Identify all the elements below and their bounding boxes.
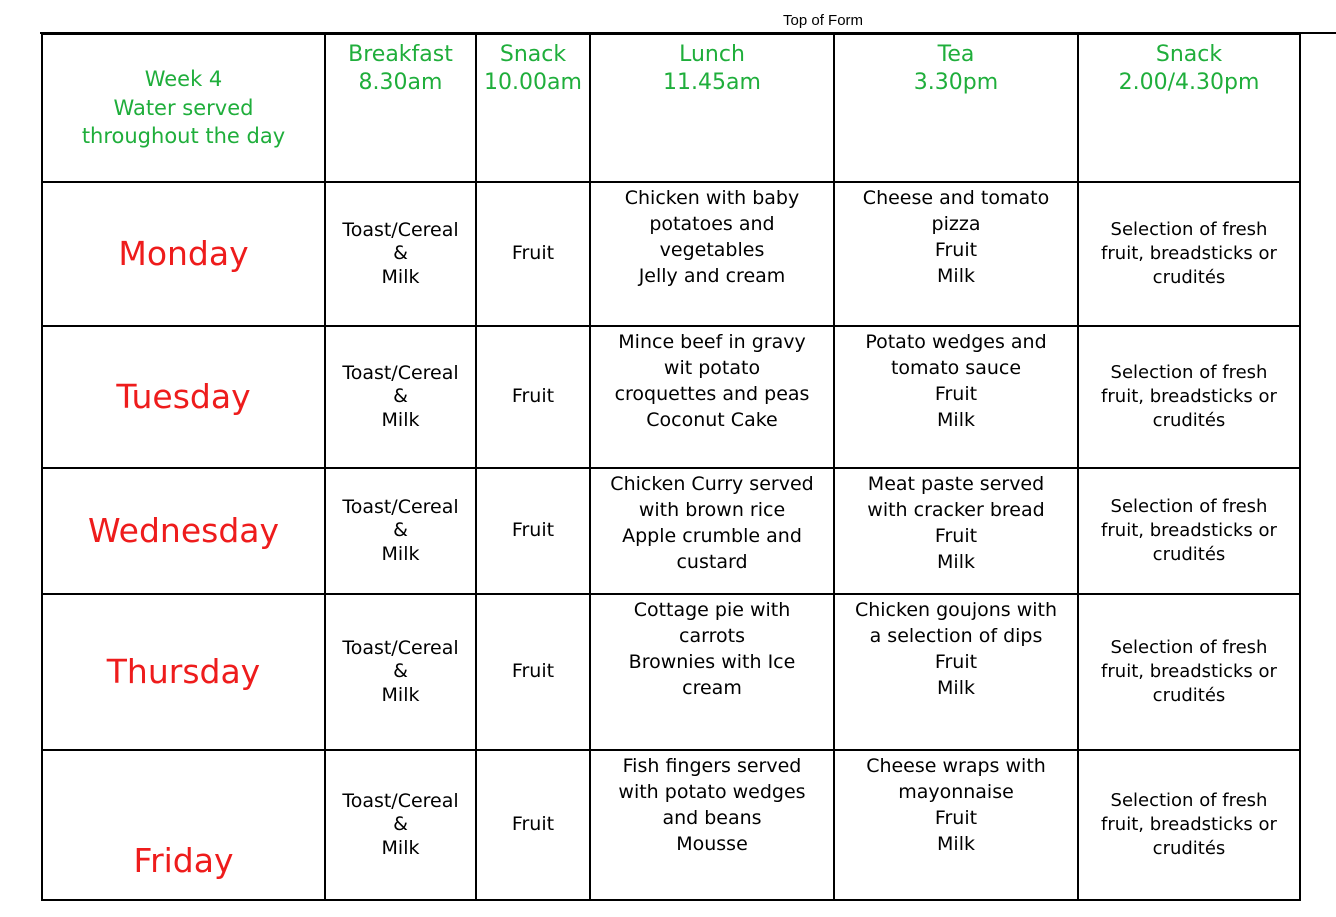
day-label-thursday: Thursday [42, 594, 325, 750]
breakfast-cell [325, 326, 476, 468]
menu-line: Milk [937, 551, 975, 574]
menu-line: Milk [937, 409, 975, 432]
menu-line: a selection of dips [869, 625, 1043, 648]
menu-line: Toast/Cereal [342, 790, 459, 813]
menu-line: Toast/Cereal [342, 637, 459, 660]
column-name: Tea [937, 42, 975, 67]
menu-line: Milk [937, 677, 975, 700]
menu-line: Potato wedges and [865, 331, 1047, 353]
tea-cell [834, 750, 1078, 900]
tea-cell [834, 326, 1078, 468]
menu-line: Milk [381, 542, 420, 565]
lunch-cell [590, 326, 834, 468]
menu-line: croquettes and peas [614, 383, 810, 406]
menu-line: Chicken with baby [624, 187, 800, 209]
tea-cell [834, 182, 1078, 326]
menu-line: custard [676, 551, 748, 574]
menu-line: & [393, 385, 408, 408]
menu-line: Meat paste served [867, 473, 1045, 495]
menu-line: fruit, breadsticks or [1101, 520, 1277, 542]
menu-line: crudités [1152, 543, 1226, 565]
menu-line: Fruit [934, 651, 978, 674]
table-row [42, 594, 1300, 750]
lunch-header [590, 34, 834, 182]
water-note-line-2: throughout the day [81, 124, 286, 149]
header-row [42, 34, 1300, 182]
lunch-cell [590, 182, 834, 326]
menu-line: Selection of fresh [1110, 637, 1268, 659]
menu-line: Chicken goujons with [854, 599, 1058, 621]
menu-line: Milk [381, 836, 420, 859]
tea-cell [834, 594, 1078, 750]
menu-line: fruit, breadsticks or [1101, 243, 1277, 265]
menu-line: Fruit [934, 525, 978, 548]
menu-line: Cheese wraps with [866, 755, 1046, 777]
tea-cell [834, 468, 1078, 594]
menu-line: crudités [1152, 684, 1226, 706]
column-name: Snack [1155, 42, 1223, 67]
menu-line: Toast/Cereal [342, 362, 459, 385]
lunch-cell [590, 468, 834, 594]
morning-snack-cell: Fruit [476, 326, 590, 468]
breakfast-cell [325, 468, 476, 594]
menu-line: Milk [381, 408, 420, 431]
day-label-monday: Monday [42, 182, 325, 326]
column-time: 8.30am [358, 70, 443, 96]
morning-snack-cell: Fruit [476, 594, 590, 750]
menu-line: pizza [931, 213, 981, 236]
menu-line: carrots [679, 625, 745, 648]
menu-line: Mousse [676, 833, 748, 856]
lunch-cell [590, 750, 834, 900]
menu-line: Fruit [934, 239, 978, 262]
morning-snack-cell: Fruit [476, 468, 590, 594]
menu-line: Fish fingers served [622, 755, 802, 777]
water-note-line-1: Water served [113, 95, 254, 120]
top-of-form-marker: Top of Form [783, 12, 864, 29]
menu-line: Mince beef in gravy [618, 331, 806, 353]
day-label-wednesday: Wednesday [42, 468, 325, 594]
menu-line: Selection of fresh [1110, 790, 1268, 812]
breakfast-cell [325, 750, 476, 900]
menu-line: fruit, breadsticks or [1101, 661, 1277, 683]
menu-line: wit potato [663, 357, 761, 380]
menu-line: Milk [381, 683, 420, 706]
column-name: Snack [499, 42, 567, 67]
menu-line: Selection of fresh [1110, 362, 1268, 384]
column-time: 2.00/4.30pm [1118, 70, 1260, 96]
menu-line: & [393, 519, 408, 542]
column-name: Breakfast [348, 42, 453, 67]
menu-line: and beans [662, 807, 762, 830]
menu-line: fruit, breadsticks or [1101, 814, 1277, 836]
menu-line: cream [682, 677, 742, 700]
menu-line: & [393, 660, 408, 683]
menu-line: with potato wedges [618, 781, 806, 804]
table-row [42, 182, 1300, 326]
menu-line: & [393, 242, 408, 265]
morning-snack-cell: Fruit [476, 182, 590, 326]
breakfast-cell [325, 182, 476, 326]
afternoon-snack-cell [1078, 594, 1300, 750]
breakfast-header [325, 34, 476, 182]
week-info-cell [42, 34, 325, 182]
afternoon-snack-cell [1078, 750, 1300, 900]
menu-line: Brownies with Ice [628, 651, 796, 674]
menu-line: Selection of fresh [1110, 496, 1268, 518]
menu-line: Apple crumble and [622, 525, 802, 548]
afternoon-snack-cell [1078, 182, 1300, 326]
column-time: 11.45am [663, 70, 761, 96]
menu-line: vegetables [659, 239, 765, 262]
afternoon-snack-cell [1078, 326, 1300, 468]
menu-line: & [393, 813, 408, 836]
menu-line: Toast/Cereal [342, 496, 459, 519]
menu-line: Coconut Cake [646, 409, 778, 432]
tea-header [834, 34, 1078, 182]
menu-line: Fruit [934, 807, 978, 830]
menu-line: Cottage pie with [633, 599, 791, 621]
menu-line: Chicken Curry served [610, 473, 814, 495]
menu-line: potatoes and [649, 213, 775, 236]
day-label-friday: Friday [42, 750, 325, 900]
lunch-cell [590, 594, 834, 750]
menu-line: tomato sauce [890, 357, 1022, 380]
menu-line: Cheese and tomato [862, 187, 1050, 209]
breakfast-cell [325, 594, 476, 750]
column-time: 3.30pm [913, 70, 999, 96]
weekly-menu-table [41, 33, 1301, 901]
table-row [42, 750, 1300, 900]
column-time: 10.00am [484, 70, 582, 96]
menu-line: Jelly and cream [638, 265, 786, 288]
column-name: Lunch [679, 42, 745, 67]
morning-snack-cell: Fruit [476, 750, 590, 900]
afternoon-snack-cell [1078, 468, 1300, 594]
menu-line: Selection of fresh [1110, 219, 1268, 241]
day-label-tuesday: Tuesday [42, 326, 325, 468]
menu-line: Milk [937, 265, 975, 288]
menu-line: crudités [1152, 837, 1226, 859]
menu-line: Toast/Cereal [342, 219, 459, 242]
menu-line: with brown rice [638, 499, 786, 522]
week-label: Week 4 [144, 67, 223, 92]
menu-line: Milk [381, 265, 420, 288]
morning-snack-header [476, 34, 590, 182]
table-row [42, 468, 1300, 594]
menu-line: fruit, breadsticks or [1101, 386, 1277, 408]
menu-line: with cracker bread [867, 499, 1045, 522]
menu-line: crudités [1152, 266, 1226, 288]
afternoon-snack-header [1078, 34, 1300, 182]
menu-line: mayonnaise [898, 781, 1014, 804]
table-row [42, 326, 1300, 468]
menu-line: Milk [937, 833, 975, 856]
menu-line: Fruit [934, 383, 978, 406]
menu-line: crudités [1152, 409, 1226, 431]
